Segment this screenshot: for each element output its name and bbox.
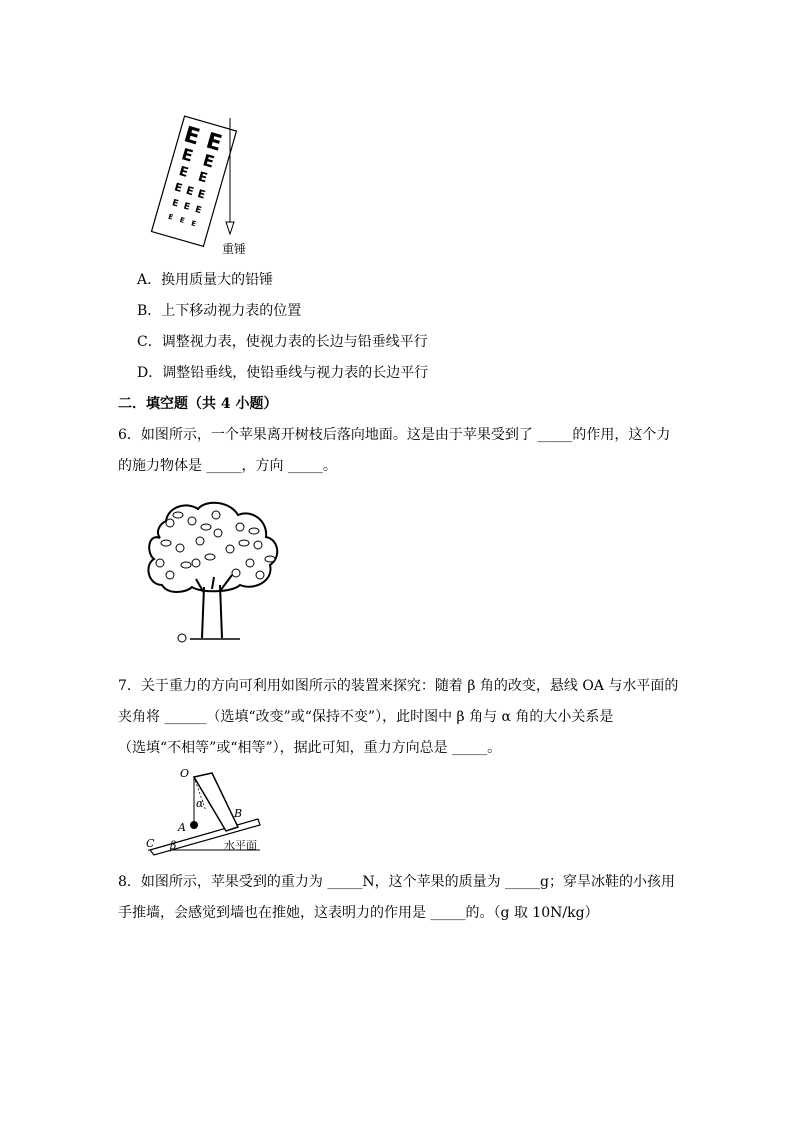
question-7-line-2: 夹角将 ______（选填“改变”或“保持不变”），此时图中 β 角与 α 角的大小关系是 [118,709,614,725]
label-b: B [234,807,243,820]
plumb-bob [226,222,234,234]
label-horizontal: 水平面 [224,839,257,852]
label-o: O [180,767,190,780]
label-beta: β [170,839,177,852]
eye-chart-letter: E [203,128,225,157]
plumb-ball [190,821,198,829]
eye-chart-figure [140,112,250,252]
eye-chart-letter: E [196,187,207,202]
eye-chart-letter: E [172,180,184,195]
eye-chart-letter: E [184,183,196,199]
eye-chart-letter: E [179,144,196,166]
option-a: A．换用质量大的铅锤 [137,272,274,288]
eye-chart-letter: E [196,169,209,187]
question-8-line-1: 8．如图所示，苹果受到的重力为 _____N，这个苹果的质量为 _____g；穿旱冰鞋的小孩用 [118,874,676,890]
eye-chart-letter: E [193,204,203,217]
incline-figure [140,765,275,860]
eye-chart-letter: E [181,122,203,151]
eye-chart-letter: E [178,216,186,226]
option-b: B．上下移动视力表的位置 [137,303,302,319]
option-c: C．调整视力表，使视力表的长边与铅垂线平行 [137,334,428,350]
label-a: A [178,821,186,834]
question-6-line-2: 的施力物体是 _____，方向 _____。 [118,458,337,474]
question-6-line-1: 6．如图所示，一个苹果离开树枝后落向地面。这是由于苹果受到了 _____的作用，这个力 [118,427,671,443]
eye-chart-letter: E [190,219,198,229]
eye-chart-letter: E [170,198,180,210]
question-8-line-2: 手推墙，会感觉到墙也在推她，这表明力的作用是 _____的。（g 取 10N/kg） [118,905,599,921]
plumb-caption: 重锤 [222,242,247,256]
eye-chart-letter: E [177,164,190,181]
eye-chart-letter: E [200,150,217,172]
option-d: D．调整铅垂线，使铅垂线与视力表的长边平行 [137,365,429,381]
question-7-line-3: （选填“不相等”或“相等”），据此可知，重力方向总是 _____。 [118,740,502,756]
eye-chart-letter: E [167,212,174,222]
apple-tree-figure [140,493,290,648]
label-c: C [146,837,155,850]
section-title: 二．填空题（共 4 小题） [118,396,278,412]
eye-chart-board [151,116,236,246]
label-alpha: α [196,797,204,810]
question-7-line-1: 7．关于重力的方向可利用如图所示的装置来探究：随着 β 角的改变，悬线 OA 与水平面的 [118,678,679,694]
eye-chart-letter: E [182,201,191,213]
